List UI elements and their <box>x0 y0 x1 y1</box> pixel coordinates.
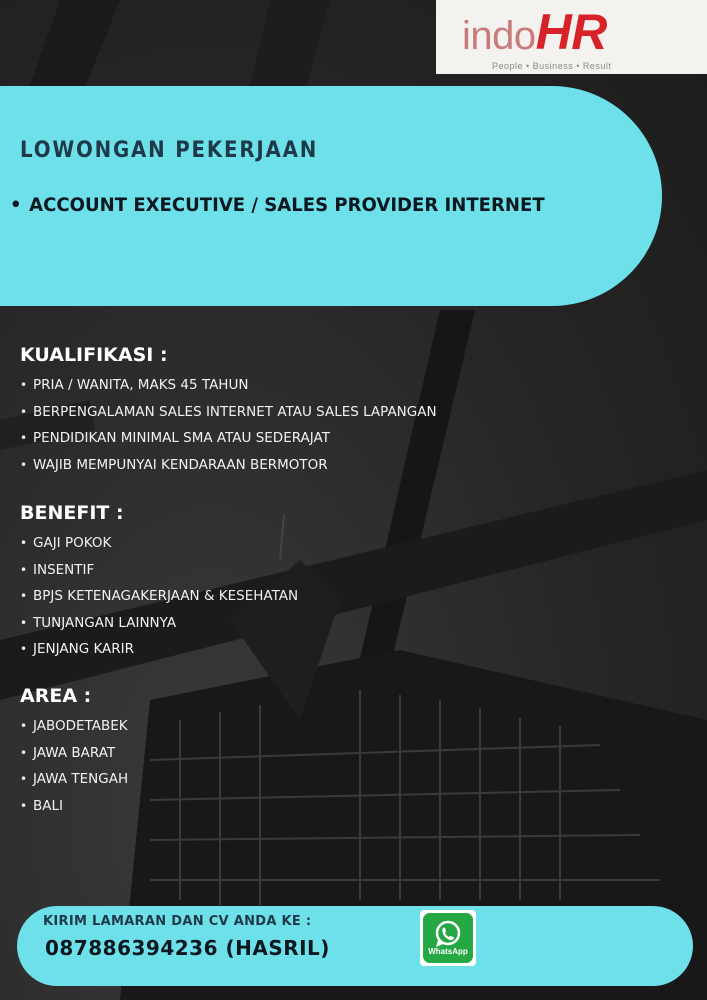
job-position <box>10 194 545 216</box>
list-item: • BPJS KETENAGAKERJAAN & KESEHATAN <box>20 588 299 604</box>
area-title: AREA : <box>20 685 92 707</box>
logo-wordmark <box>462 4 607 60</box>
qualifications-section <box>20 344 437 478</box>
list-item: • JABODETABEK <box>20 718 128 734</box>
contact-phone[interactable]: 087886394236 (HASRIL) <box>45 936 330 960</box>
logo-text-main: indo <box>462 14 536 58</box>
job-position-label: ACCOUNT EXECUTIVE / SALES PROVIDER INTERNET <box>29 194 545 216</box>
benefit-section <box>20 502 298 663</box>
logo-tagline: People • Business • Result <box>492 61 612 71</box>
list-item: • JAWA TENGAH <box>20 771 129 787</box>
benefit-list <box>20 530 298 663</box>
whatsapp-label: WhatsApp <box>428 947 468 956</box>
list-item: • JAWA BARAT <box>20 744 116 761</box>
contact-cta: KIRIM LAMARAN DAN CV ANDA KE : <box>43 914 312 929</box>
qualifications-list <box>20 372 437 478</box>
whatsapp-button[interactable] <box>420 910 476 966</box>
contact-panel <box>17 906 693 986</box>
benefit-title: BENEFIT : <box>20 502 124 524</box>
list-item: • TUNJANGAN LAINNYA <box>20 614 177 631</box>
bullet: • <box>10 194 22 216</box>
job-title-banner <box>0 86 662 306</box>
logo-text-accent: HR <box>535 4 607 60</box>
list-item: • GAJI POKOK <box>20 535 112 551</box>
list-item: • WAJIB MEMPUNYAI KENDARAAN BERMOTOR <box>20 456 328 473</box>
list-item: • BERPENGALAMAN SALES INTERNET ATAU SALES LAPANGAN <box>20 403 437 420</box>
list-item: • INSENTIF <box>20 561 95 578</box>
indohr-logo <box>436 0 707 74</box>
page-title: LOWONGAN PEKERJAAN <box>20 138 319 163</box>
list-item: • PRIA / WANITA, MAKS 45 TAHUN <box>20 377 249 393</box>
area-section <box>20 685 128 819</box>
list-item: • JENJANG KARIR <box>20 641 135 657</box>
whatsapp-icon <box>423 913 473 963</box>
area-list <box>20 713 128 819</box>
qualifications-title: KUALIFIKASI : <box>20 344 168 366</box>
list-item: • BALI <box>20 797 63 814</box>
list-item: • PENDIDIKAN MINIMAL SMA ATAU SEDERAJAT <box>20 430 330 446</box>
